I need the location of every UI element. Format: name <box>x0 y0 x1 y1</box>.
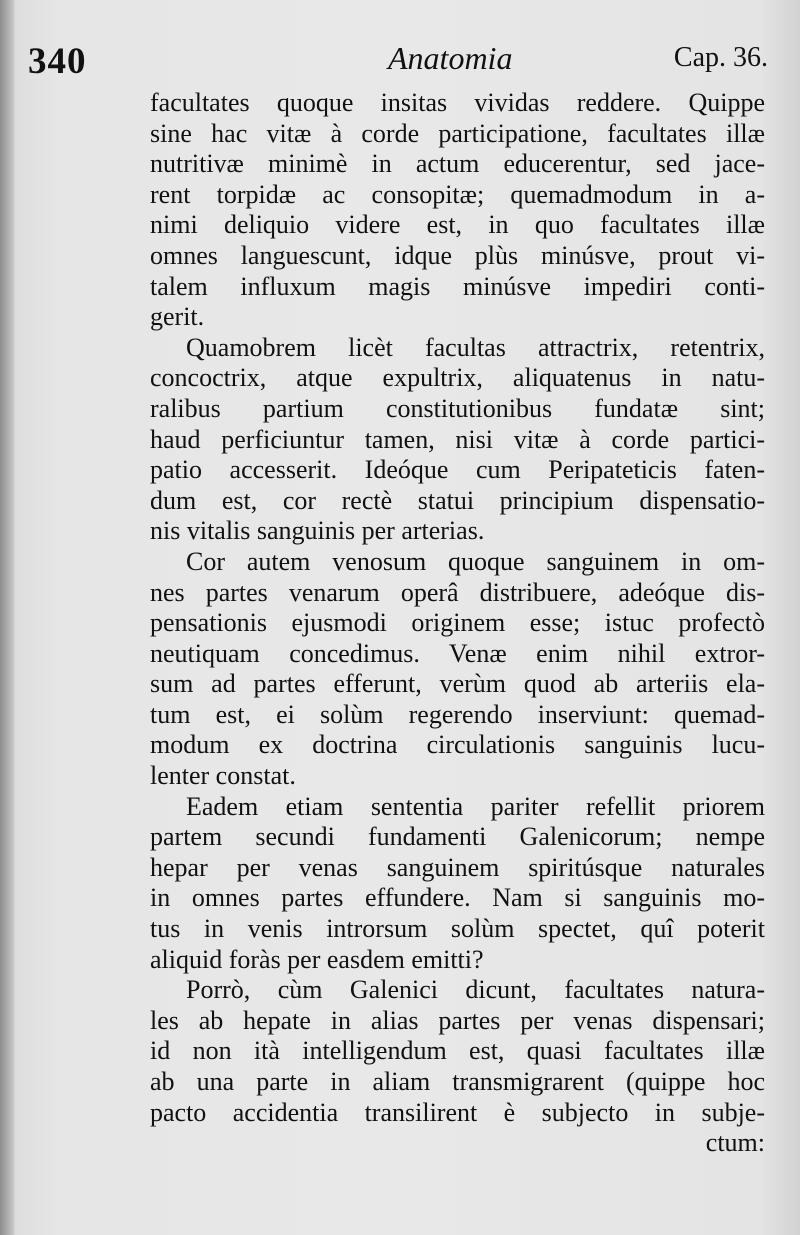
text-line: nis vitalis sanguinis per arterias. <box>150 516 485 546</box>
text-line: in omnes partes effundere. Nam si sanguinis mo- <box>150 883 765 913</box>
catchword: ctum: <box>705 1128 765 1158</box>
text-line: neutiquam concedimus. Venæ enim nihil extror- <box>150 638 765 668</box>
text-line: pacto accidentia transilirent è subjecto in subje- <box>150 1097 765 1127</box>
page-header <box>28 30 768 80</box>
text-line: Quamobrem licèt facultas attractrix, retentrix, <box>186 332 765 362</box>
running-title: Anatomia <box>388 40 513 76</box>
text-line: nutritivæ minimè in actum educerentur, sed jace- <box>150 149 765 179</box>
text-line: nimi deliquio videre est, in quo facultates illæ <box>150 210 765 240</box>
text-line: partem secundi fundamenti Galenicorum; nempe <box>150 822 765 852</box>
text-line: ab una parte in aliam transmigrarent (quippe hoc <box>150 1067 765 1096</box>
text-line: haud perficiuntur tamen, nisi vitæ à corde partici- <box>150 424 765 454</box>
text-line: omnes languescunt, idque plùs minúsve, prout vi- <box>150 240 765 270</box>
text-line: sine hac vitæ à corde participatione, facultates illæ <box>150 118 765 148</box>
text-line: patio accesserit. Ideóque cum Peripateticis faten- <box>150 455 765 485</box>
chapter-label: Cap. 36. <box>673 42 768 73</box>
text-line: facultates quoque insitas vividas reddere. Quippe <box>150 88 765 117</box>
text-line: aliquid foràs per easdem emitti? <box>150 944 484 974</box>
text-line: Porrò, cùm Galenici dicunt, facultates natura- <box>186 975 765 1005</box>
text-line: hepar per venas sanguinem spiritúsque naturales <box>150 852 765 882</box>
body-text <box>150 88 765 1159</box>
text-line: pensationis ejusmodi originem esse; istuc profectò <box>150 608 765 638</box>
text-line: sum ad partes efferunt, verùm quod ab arteriis ela- <box>150 669 765 699</box>
text-line: lenter constat. <box>150 761 296 791</box>
text-line: rent torpidæ ac consopitæ; quemadmodum in a- <box>150 179 765 209</box>
text-line: gerit. <box>150 302 205 332</box>
text-line: les ab hepate in alias partes per venas dispensari; <box>150 1005 765 1035</box>
text-line: ralibus partium constitutionibus fundatæ sint; <box>150 393 765 423</box>
text-line: Eadem etiam sententia pariter refellit priorem <box>186 791 765 821</box>
text-line: tum est, ei solùm regerendo inserviunt: quemad- <box>150 699 765 729</box>
text-line: id non ità intelligendum est, quasi facultates illæ <box>150 1036 765 1066</box>
text-line: talem influxum magis minúsve impediri conti- <box>150 271 765 301</box>
text-line: concoctrix, atque expultrix, aliquatenus in natu- <box>150 363 765 393</box>
page-gutter <box>0 0 14 1235</box>
text-line: modum ex doctrina circulationis sanguinis lucu- <box>150 730 765 760</box>
text-line: Cor autem venosum quoque sanguinem in om- <box>186 546 765 576</box>
text-line: dum est, cor rectè statui principium dispensatio- <box>150 485 765 515</box>
page-number: 340 <box>28 41 87 82</box>
text-line: tus in venis introrsum solùm spectet, quî poterit <box>150 914 765 944</box>
text-line: nes partes venarum operâ distribuere, adeóque dis- <box>150 577 765 607</box>
